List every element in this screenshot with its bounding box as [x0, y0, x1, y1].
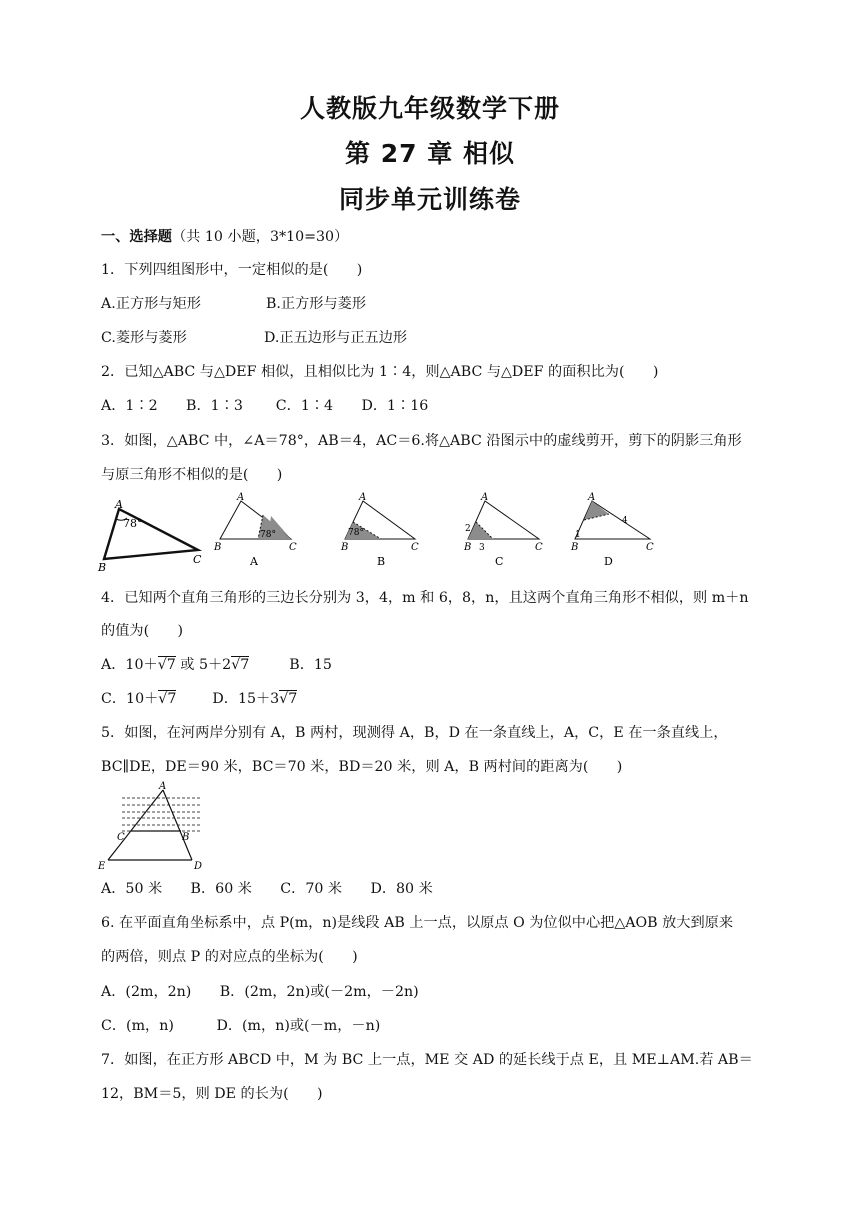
q3-option-a-figure	[213, 492, 297, 568]
q1-option-c: C.菱形与菱形	[101, 330, 187, 346]
q3-option-c-figure	[463, 492, 543, 568]
q4-options-cd	[101, 688, 297, 708]
q1-option-a: A.正方形与矩形	[101, 296, 201, 312]
svg-text:A: A	[481, 492, 489, 503]
svg-text:A: A	[588, 492, 596, 503]
q4-options-ab	[101, 654, 332, 674]
q5-stem-line2: BC∥DE，DE＝90 米，BC＝70 米，BD＝20 米，则 A，B 两村间的距离为( )	[101, 759, 623, 775]
q6-stem-line2: 的两倍，则点 P 的对应点的坐标为( )	[101, 949, 358, 965]
q3-figure	[95, 492, 665, 577]
q5-stem-line1: 5．如图，在河两岸分别有 A，B 两村，现测得 A，B，D 在一条直线上，A，C，E 在一条直线上，	[101, 725, 728, 741]
q7-stem-line1: 7．如图，在正方形 ABCD 中，M 为 BC 上一点，ME 交 AD 的延长线于点 E，且 ME⊥AM.若 AB＝	[101, 1052, 753, 1068]
svg-text:78°: 78°	[123, 517, 143, 530]
svg-text:C: C	[117, 832, 125, 843]
svg-text:4: 4	[622, 516, 628, 526]
svg-text:2: 2	[465, 524, 471, 534]
svg-text:B: B	[341, 542, 349, 553]
q1-option-d: D.正五边形与正五边形	[264, 330, 408, 346]
svg-text:B: B	[98, 561, 107, 574]
svg-text:C: C	[495, 555, 504, 568]
q4-radicand: 7	[288, 691, 298, 707]
svg-text:D: D	[194, 861, 203, 872]
sqrt-icon: √7	[157, 657, 176, 673]
svg-text:78°: 78°	[348, 528, 364, 538]
svg-text:B: B	[377, 555, 386, 568]
q4-option-a-middle: 或 5＋2	[175, 657, 232, 673]
section-note: （共 10 小题，3*10=30）	[171, 229, 349, 245]
q1-option-b: B.正方形与菱形	[266, 296, 367, 312]
q4-radicand: 7	[167, 691, 177, 707]
svg-text:C: C	[646, 542, 654, 553]
svg-text:1: 1	[575, 530, 581, 540]
q6-options-cd: C．(m，n) D．(m，n)或(－m，－n)	[101, 1018, 381, 1034]
svg-text:A: A	[159, 781, 167, 792]
q3-original-triangle	[97, 498, 202, 574]
q7-stem-line2: 12，BM＝5，则 DE 的长为( )	[101, 1086, 323, 1102]
svg-text:C: C	[193, 553, 202, 566]
exam-title: 同步单元训练卷	[338, 185, 521, 214]
q5-options: A．50 米 B．60 米 C．70 米 D．80 米	[101, 881, 433, 897]
svg-text:A: A	[115, 498, 123, 511]
section-heading	[101, 226, 348, 246]
q1-stem: 1．下列四组图形中，一定相似的是( )	[101, 262, 363, 278]
chapter-title: 第 27 章 相似	[345, 139, 515, 168]
q4-option-d-prefix: D．15＋3	[212, 691, 280, 707]
q4-option-a-prefix: A．10＋	[101, 657, 158, 673]
q4-option-c-prefix: C．10＋	[101, 691, 159, 707]
svg-text:A: A	[359, 492, 367, 503]
q4-radicand: 7	[166, 657, 176, 673]
q2-stem: 2．已知△ABC 与△DEF 相似，且相似比为 1∶4，则△ABC 与△DEF 的面积比为( )	[101, 364, 659, 380]
q4-option-b: B．15	[289, 657, 332, 673]
q3-stem-line1: 3．如图，△ABC 中，∠A＝78°，AB＝4，AC＝6.将△ABC 沿图示中的虚线剪开，剪下的阴影三角形	[101, 433, 742, 449]
q4-stem-line2: 的值为( )	[101, 623, 184, 639]
svg-text:B: B	[214, 542, 222, 553]
svg-text:D: D	[604, 555, 613, 568]
sqrt-icon: √7	[158, 691, 177, 707]
svg-text:A: A	[237, 492, 245, 503]
svg-text:C: C	[289, 542, 297, 553]
svg-text:3: 3	[479, 543, 485, 553]
q4-stem-line1: 4．已知两个直角三角形的三边长分别为 3，4，m 和 6，8，n，且这两个直角三角形不相似，则 m＋n	[101, 590, 749, 606]
svg-text:E: E	[98, 861, 106, 872]
q5-river-figure	[95, 778, 220, 872]
svg-text:78°: 78°	[260, 530, 276, 540]
q3-option-d-figure	[570, 492, 654, 568]
doc-title: 人教版九年级数学下册	[299, 94, 560, 123]
svg-text:B: B	[182, 832, 190, 843]
sqrt-icon: √7	[279, 691, 298, 707]
q3-stem-line2: 与原三角形不相似的是( )	[101, 467, 283, 483]
svg-text:B: B	[571, 542, 579, 553]
svg-text:B: B	[464, 542, 472, 553]
q2-options: A．1∶2 B．1∶3 C．1∶4 D．1∶16	[101, 398, 429, 414]
section-label: 一、选择题	[101, 229, 172, 245]
sqrt-icon: √7	[231, 657, 250, 673]
q6-options-ab: A．(2m，2n) B．(2m，2n)或(－2m，－2n)	[101, 984, 419, 1000]
q3-option-b-figure	[340, 492, 419, 568]
q4-radicand: 7	[240, 657, 250, 673]
q6-stem-line1: 6. 在平面直角坐标系中，点 P(m，n)是线段 AB 上一点，以原点 O 为位似中心把△AOB 放大到原来	[101, 915, 734, 931]
svg-text:A: A	[250, 555, 258, 568]
svg-text:C: C	[411, 542, 419, 553]
svg-text:C: C	[535, 542, 543, 553]
